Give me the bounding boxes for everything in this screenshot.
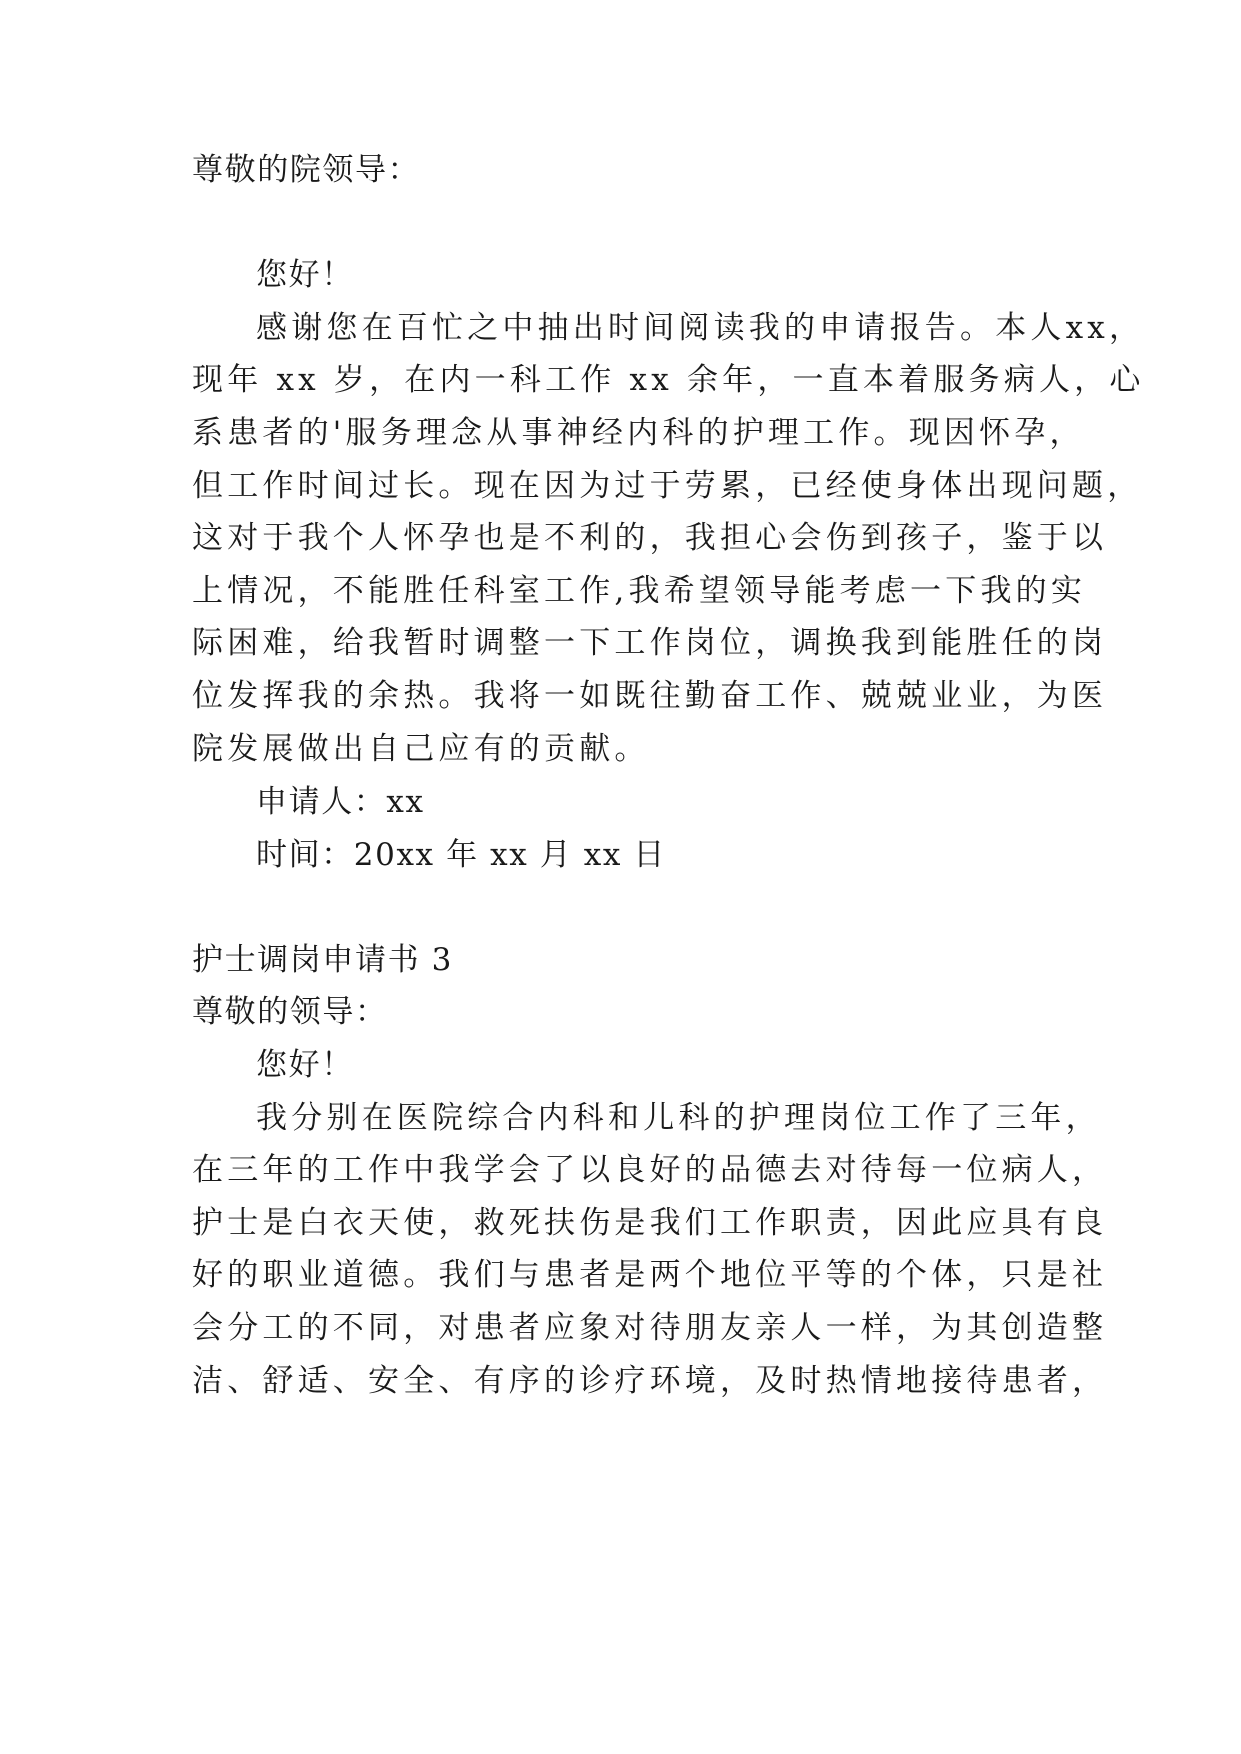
letter1-salutation: 尊敬的院领导： (192, 152, 421, 188)
letter1-date: 时间：20xx 年 xx 月 xx 日 (256, 837, 667, 873)
letter1-body-line: 这对于我个人怀孕也是不利的，我担心会伤到孩子，鉴于以 (192, 520, 1108, 556)
letter2-body-line: 我分别在医院综合内科和儿科的护理岗位工作了三年， (256, 1100, 1101, 1136)
letter2-body-line: 好的职业道德。我们与患者是两个地位平等的个体，只是社 (192, 1257, 1108, 1293)
letter2-body-line: 会分工的不同，对患者应象对待朋友亲人一样，为其创造整 (192, 1310, 1108, 1346)
letter2-greeting: 您好！ (256, 1047, 354, 1083)
letter1-body-line: 系患者的'服务理念从事神经内科的护理工作。现因怀孕， (192, 415, 1085, 451)
letter1-body-line: 际困难，给我暂时调整一下工作岗位，调换我到能胜任的岗 (192, 625, 1108, 661)
letter2-body-line: 洁、舒适、安全、有序的诊疗环境，及时热情地接待患者， (192, 1363, 1108, 1399)
letter1-body-line: 上情况，不能胜任科室工作,我希望领导能考虑一下我的实 (192, 573, 1087, 609)
letter1-body-line: 但工作时间过长。现在因为过于劳累，已经使身体出现问题， (192, 468, 1143, 504)
letter2-title: 护士调岗申请书 3 (192, 942, 453, 978)
letter2-body-line: 在三年的工作中我学会了以良好的品德去对待每一位病人， (192, 1152, 1108, 1188)
letter1-body-line: 现年 xx 岁，在内一科工作 xx 余年，一直本着服务病人，心 (192, 362, 1145, 398)
letter1-applicant: 申请人：xx (256, 784, 425, 820)
letter2-body-line: 护士是白衣天使，救死扶伤是我们工作职责，因此应具有良 (192, 1205, 1108, 1241)
letter2-salutation: 尊敬的领导： (192, 994, 388, 1030)
letter1-body-line: 院发展做出自己应有的贡献。 (192, 731, 650, 767)
letter1-body-line: 感谢您在百忙之中抽出时间阅读我的申请报告。本人xx， (256, 310, 1145, 346)
letter1-greeting: 您好！ (256, 257, 354, 293)
letter1-body-line: 位发挥我的余热。我将一如既往勤奋工作、兢兢业业，为医 (192, 678, 1108, 714)
